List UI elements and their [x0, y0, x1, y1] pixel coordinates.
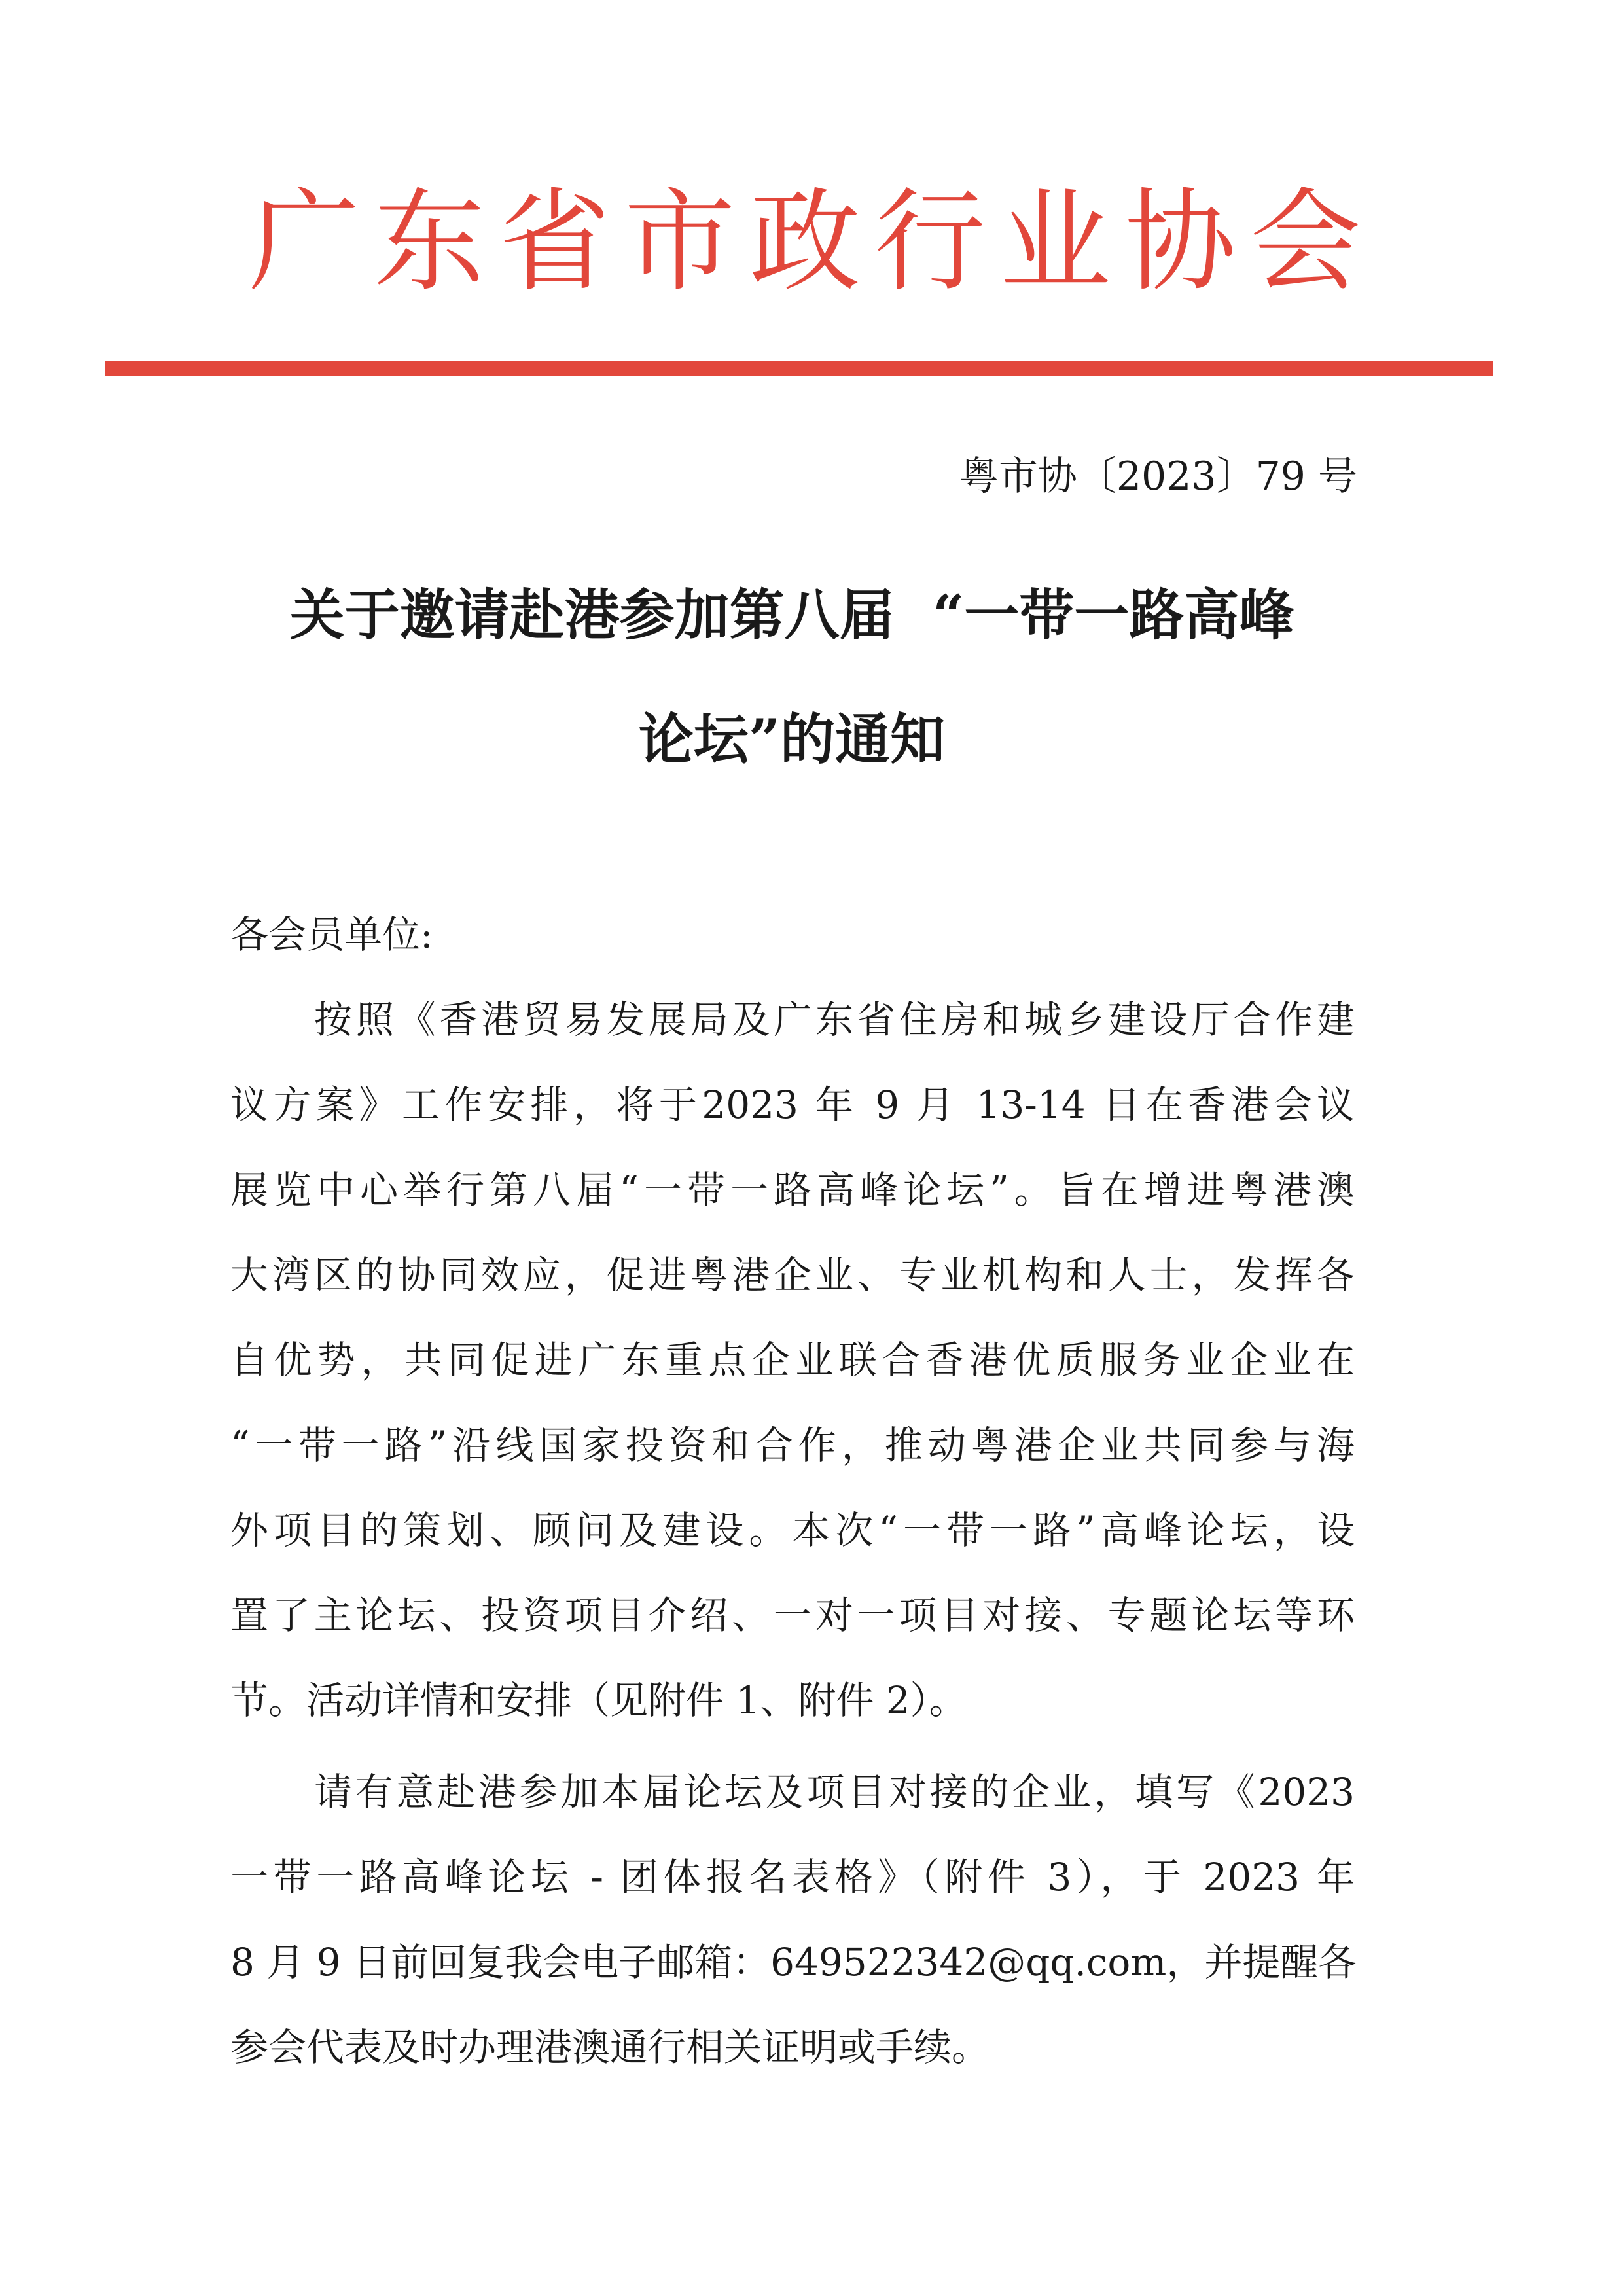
document-number: 粤市协〔2023〕79 号: [959, 454, 1357, 499]
paragraph-line: 置了主论坛、投资项目介绍、一对一项目对接、专题论坛等环: [230, 1593, 1355, 1638]
letterhead-char: 会: [1249, 177, 1361, 307]
letterhead-divider: [105, 361, 1493, 376]
letterhead-char: 市: [624, 177, 736, 307]
paragraph-line: 大湾区的协同效应，促进粤港企业、专业机构和人士，发挥各: [230, 1253, 1355, 1297]
paragraph-line: 节。活动详情和安排（见附件 1、附件 2）。: [230, 1678, 967, 1723]
letterhead-char: 协: [1124, 177, 1236, 307]
paragraph-line: 自优势，共同促进广东重点企业联合香港优质服务业企业在: [230, 1338, 1355, 1382]
letterhead-title: [249, 177, 1361, 308]
paragraph-line: 8 月 9 日前回复我会电子邮箱：649522342@qq.com，并提醒各: [230, 1940, 1357, 1984]
salutation: 各会员单位:: [230, 912, 433, 957]
letterhead-char: 省: [499, 177, 611, 307]
letterhead-char: 行: [874, 177, 986, 307]
document-title-line-1: 关于邀请赴港参加第八届 “一带一路高峰: [289, 583, 1294, 647]
paragraph-line: 按照《香港贸易发展局及广东省住房和城乡建设厅合作建: [314, 997, 1355, 1042]
document-title-line-2: 论坛”的通知: [638, 707, 946, 772]
letterhead-char: 业: [999, 177, 1111, 307]
letterhead-char: 广: [249, 177, 361, 307]
letterhead-char: 东: [374, 177, 486, 307]
paragraph-line: 议方案》工作安排，将于2023 年 9 月 13-14 日在香港会议: [230, 1083, 1355, 1127]
letterhead-char: 政: [749, 177, 861, 307]
paragraph-line: 展览中心举行第八届“一带一路高峰论坛”。旨在增进粤港澳: [230, 1168, 1355, 1212]
paragraph-line: “一带一路”沿线国家投资和合作，推动粤港企业共同参与海: [230, 1423, 1355, 1467]
paragraph-line: 一带一路高峰论坛 - 团体报名表格》（附件 3），于 2023 年: [230, 1855, 1355, 1899]
paragraph-line: 参会代表及时办理港澳通行相关证明或手续。: [230, 2025, 990, 2070]
paragraph-line: 外项目的策划、顾问及建设。本次“一带一路”高峰论坛，设: [230, 1508, 1355, 1552]
paragraph-line: 请有意赴港参加本届论坛及项目对接的企业，填写《2023: [314, 1770, 1355, 1814]
